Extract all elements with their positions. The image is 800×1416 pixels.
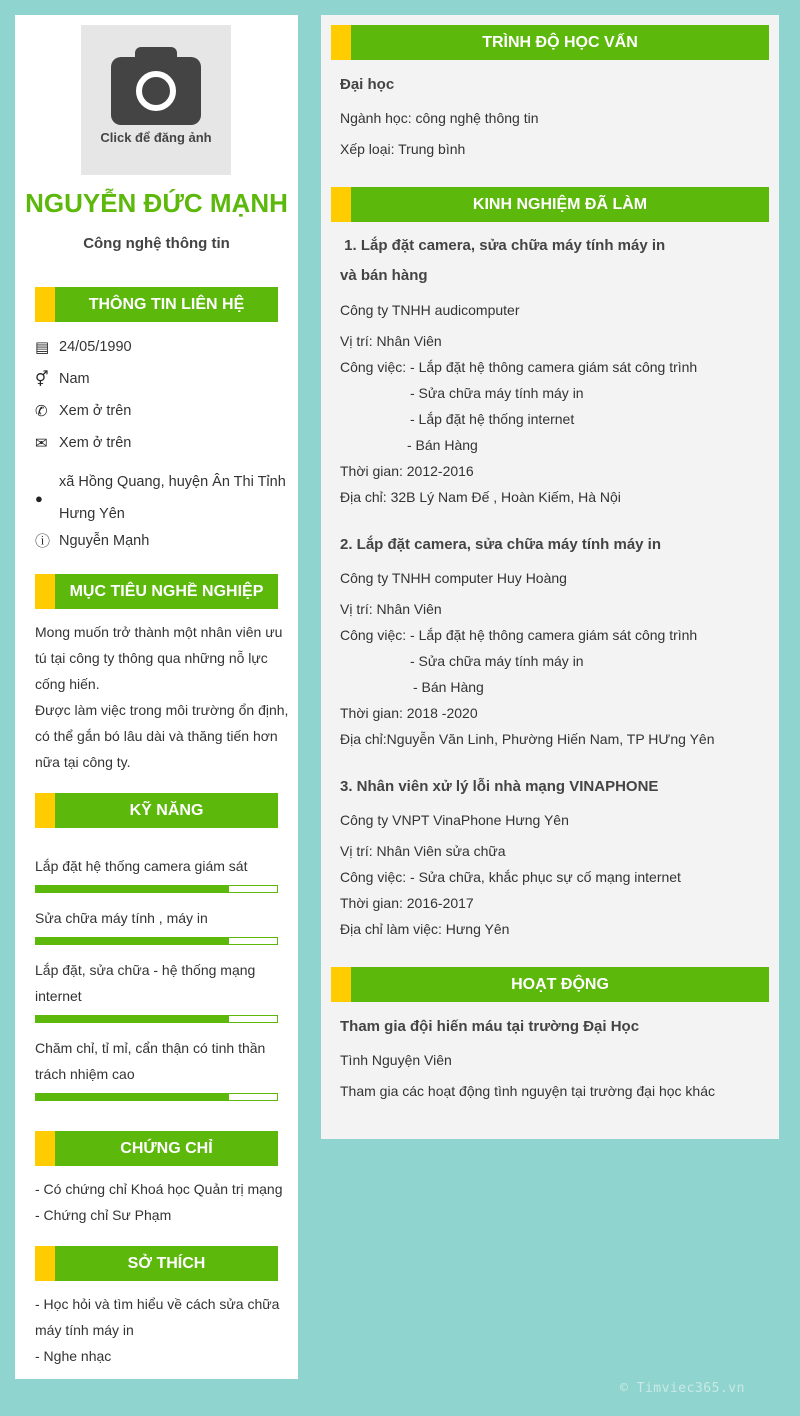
experience-heading-label: KINH NGHIỆM ĐÃ LÀM	[472, 195, 648, 213]
job-duty-line: - Lắp đặt hệ thống internet	[410, 411, 575, 427]
objective-line: có thể gắn bó lâu dài và thăng tiến hơn	[35, 728, 278, 744]
address-row[interactable]	[35, 466, 295, 530]
job-title-line: 1. Lắp đặt camera, sửa chữa máy tính máy in	[340, 237, 666, 254]
job-duty-line: Công việc: - Lắp đặt hệ thông camera giám sát công trình	[340, 359, 698, 375]
hobbies-text[interactable]	[35, 1291, 290, 1369]
social-value: Nguyễn Mạnh	[59, 532, 150, 549]
heading-marker	[35, 287, 55, 322]
contact-heading-label: THÔNG TIN LIÊN HỆ	[88, 295, 245, 313]
heading-marker	[35, 793, 55, 828]
job-role[interactable]: Vị trí: Nhân Viên	[340, 601, 442, 617]
hobby-line: - Nghe nhạc	[35, 1348, 112, 1364]
skill-bar	[35, 1015, 278, 1023]
job-time[interactable]: Thời gian: 2018 -2020	[340, 705, 478, 721]
job-title[interactable]: 3. Nhân viên xử lý lỗi nhà mạng VINAPHONE	[340, 778, 659, 795]
camera-lens-icon	[136, 71, 176, 111]
hobby-line: - Học hỏi và tìm hiểu về cách sửa chữa	[35, 1296, 280, 1312]
hobbies-heading-label: SỞ THÍCH	[127, 1254, 206, 1272]
job-role[interactable]: Vị trí: Nhân Viên	[340, 333, 442, 349]
phone-row[interactable]	[35, 402, 295, 420]
education-heading-label: TRÌNH ĐỘ HỌC VẤN	[482, 33, 638, 51]
email-value: Xem ở trên	[59, 435, 132, 451]
social-row[interactable]	[35, 530, 295, 551]
job-duty-line: - Sửa chữa máy tính máy in	[410, 385, 584, 401]
job-address[interactable]: Địa chỉ:Nguyễn Văn Linh, Phường Hiến Nam, TP HƯng Yên	[340, 731, 715, 747]
skill-name-line: Lắp đặt, sửa chữa - hệ thống mạng	[35, 962, 256, 978]
hobby-line: máy tính máy in	[35, 1322, 134, 1338]
gender-value: Nam	[59, 371, 90, 387]
job-duty-line: Công việc: - Lắp đặt hệ thông camera giám sát công trình	[340, 627, 698, 643]
skill-bar-fill	[36, 1016, 229, 1022]
heading-marker	[35, 574, 55, 609]
objective-text[interactable]	[35, 619, 290, 775]
info-icon: ⓘ	[35, 533, 51, 550]
activities-heading-label: HOẠT ĐỘNG	[511, 975, 609, 993]
job-time[interactable]: Thời gian: 2016-2017	[340, 895, 474, 911]
skill-name-line: trách nhiệm cao	[35, 1066, 135, 1082]
skill-bar	[35, 885, 278, 893]
objective-line: Được làm việc trong môi trường ổn định,	[35, 702, 289, 718]
watermark: © Timviec365.vn	[620, 1381, 745, 1396]
gender-icon: ⚥	[35, 371, 49, 388]
certificate-line: - Chứng chỉ Sư Phạm	[35, 1207, 172, 1223]
birthday-row[interactable]	[35, 338, 295, 356]
job-duty-line: - Bán Hàng	[407, 437, 478, 453]
skill-name-line: Chăm chỉ, tỉ mỉ, cẩn thận có tinh thần	[35, 1040, 266, 1056]
right-column	[321, 15, 779, 1139]
skill-bar-fill	[36, 886, 229, 892]
education-school[interactable]: Đại học	[340, 76, 395, 93]
job-company[interactable]: Công ty VNPT VinaPhone Hưng Yên	[340, 812, 569, 828]
skill-name[interactable]: Lắp đặt hệ thống camera giám sát	[35, 858, 248, 874]
certificate-line: - Có chứng chỉ Khoá học Quản trị mạng	[35, 1181, 283, 1197]
candidate-position[interactable]: Công nghệ thông tin	[83, 235, 230, 252]
skills-heading	[35, 793, 278, 828]
job-time[interactable]: Thời gian: 2012-2016	[340, 463, 474, 479]
skill-name[interactable]	[35, 1035, 290, 1087]
job-title[interactable]	[340, 231, 770, 291]
cake-icon: ▤	[35, 339, 50, 356]
phone-value: Xem ở trên	[59, 403, 132, 419]
mail-icon: ✉	[35, 435, 48, 452]
job-title-line: và bán hàng	[340, 267, 428, 284]
heading-marker	[331, 187, 351, 222]
skill-bar-fill	[36, 1094, 229, 1100]
education-heading	[331, 25, 769, 60]
skill-name[interactable]: Sửa chữa máy tính , máy in	[35, 910, 208, 926]
objective-heading	[35, 574, 278, 609]
job-duties[interactable]	[340, 622, 770, 700]
phone-icon: ✆	[35, 403, 48, 420]
job-company[interactable]: Công ty TNHH audicomputer	[340, 302, 520, 318]
experience-heading	[331, 187, 769, 222]
job-address[interactable]: Địa chỉ làm việc: Hưng Yên	[340, 921, 510, 937]
email-row[interactable]	[35, 434, 295, 452]
heading-marker	[35, 1131, 55, 1166]
heading-marker	[331, 967, 351, 1002]
heading-marker	[331, 25, 351, 60]
job-duties[interactable]: Công việc: - Sửa chữa, khắc phục sự cố mạng internet	[340, 869, 681, 885]
job-duty-line: - Bán Hàng	[413, 679, 484, 695]
birthday-value: 24/05/1990	[59, 339, 132, 355]
objective-line: cống hiến.	[35, 676, 100, 692]
candidate-name[interactable]: NGUYỄN ĐỨC MẠNH	[25, 188, 288, 218]
location-pin-icon: ●	[35, 490, 43, 506]
photo-upload-label: Click để đăng ảnh	[100, 130, 212, 145]
activity-role[interactable]: Tình Nguyện Viên	[340, 1052, 452, 1068]
address-line-1: xã Hồng Quang, huyện Ân Thi Tỉnh	[59, 474, 286, 490]
objective-heading-label: MỤC TIÊU NGHỀ NGHIỆP	[69, 582, 264, 600]
skill-bar-fill	[36, 938, 229, 944]
certificates-text[interactable]	[35, 1176, 290, 1228]
left-column	[15, 15, 298, 1379]
skills-heading-label: KỸ NĂNG	[129, 801, 204, 819]
objective-line: nữa tại công ty.	[35, 754, 131, 770]
activities-heading	[331, 967, 769, 1002]
address-line-2: Hưng Yên	[59, 506, 125, 522]
job-duty-line: - Sửa chữa máy tính máy in	[410, 653, 584, 669]
education-major[interactable]: Ngành học: công nghệ thông tin	[340, 110, 539, 126]
job-duties[interactable]	[340, 354, 770, 458]
skill-name[interactable]	[35, 957, 290, 1009]
activity-description[interactable]: Tham gia các hoạt động tình nguyện tại trường đại học khác	[340, 1083, 716, 1099]
job-company[interactable]: Công ty TNHH computer Huy Hoàng	[340, 570, 567, 586]
hobbies-heading	[35, 1246, 278, 1281]
contact-heading	[35, 287, 278, 322]
job-address[interactable]: Địa chỉ: 32B Lý Nam Đế , Hoàn Kiếm, Hà Nội	[340, 489, 621, 505]
job-title[interactable]: 2. Lắp đặt camera, sửa chữa máy tính máy in	[340, 536, 662, 553]
activity-title[interactable]: Tham gia đội hiến máu tại trường Đại Học	[340, 1018, 640, 1035]
heading-marker	[35, 1246, 55, 1281]
objective-line: Mong muốn trở thành một nhân viên ưu	[35, 624, 283, 640]
certificates-heading-label: CHỨNG CHỈ	[120, 1139, 213, 1157]
job-role[interactable]: Vị trí: Nhân Viên sửa chữa	[340, 843, 506, 859]
certificates-heading	[35, 1131, 278, 1166]
skill-name-line: internet	[35, 988, 82, 1004]
gender-row[interactable]	[35, 370, 295, 388]
skill-bar	[35, 937, 278, 945]
avatar-upload[interactable]	[81, 25, 231, 175]
education-grade[interactable]: Xếp loại: Trung bình	[340, 141, 466, 157]
objective-line: tú tại công ty thông qua những nỗ lực	[35, 650, 268, 666]
skill-bar	[35, 1093, 278, 1101]
